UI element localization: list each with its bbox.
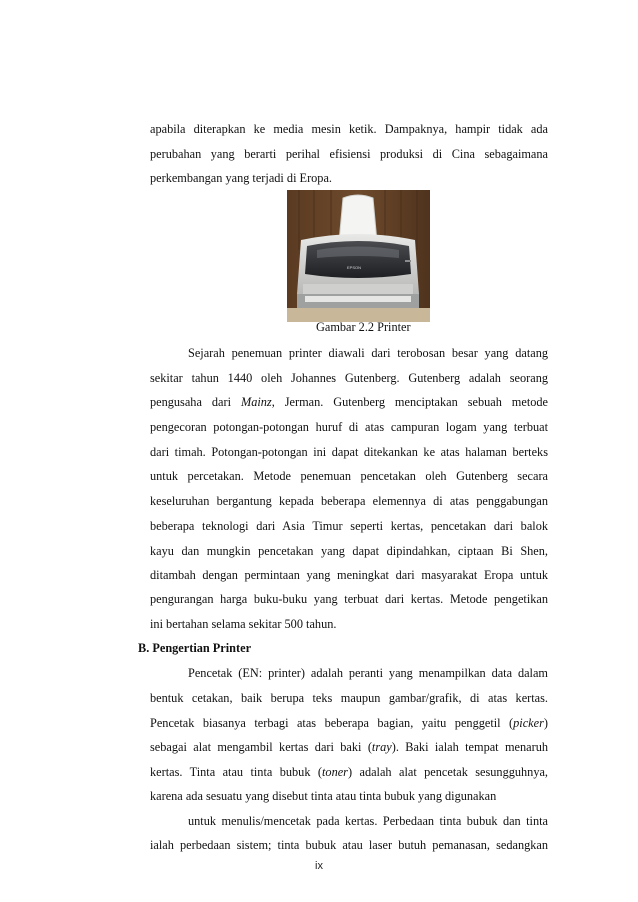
italic-term: tray — [371, 740, 392, 754]
text-segment: ) — [543, 716, 548, 730]
text-line — [150, 394, 548, 410]
text-line: ini bertahan selama sekitar 500 tahun. — [150, 617, 337, 631]
text-segment: sebagai alat mengambil kertas dari baki ( — [150, 740, 372, 754]
text-line: keseluruhan bergantung kepada beberapa elemennya di atas penggabungan — [150, 494, 548, 508]
italic-term: toner — [322, 765, 348, 779]
text-segment: kertas. Tinta atau tinta bubuk ( — [150, 765, 322, 779]
text-segment: ) adalah alat pencetak sesungguhnya, — [347, 765, 549, 779]
text-line: bentuk cetakan, baik berupa teks maupun gambar/grafik, di atas kertas. — [150, 691, 548, 705]
text-segment: ). Baki ialah tempat menaruh — [391, 740, 548, 754]
text-line — [150, 764, 548, 780]
text-line: Sejarah penemuan printer diawali dari terobosan besar yang datang — [188, 346, 548, 360]
text-line: untuk menulis/mencetak pada kertas. Perbedaan tinta bubuk dan tinta — [188, 814, 548, 828]
text-line: karena ada sesuatu yang disebut tinta atau tinta bubuk yang digunakan — [150, 789, 497, 803]
text-line: dari timah. Potongan-potongan ini dapat ditekankan ke atas halaman berteks — [150, 445, 548, 459]
page-number: ix — [315, 860, 323, 872]
text-line: perkembangan yang terjadi di Eropa. — [150, 171, 332, 185]
text-line: Pencetak (EN: printer) adalah peranti yang menampilkan data dalam — [188, 666, 548, 680]
text-line: perubahan yang berarti perihal efisiensi produksi di Cina sebagaimana — [150, 147, 548, 161]
text-line: beberapa teknologi dari Asia Timur seperti kertas, pencetakan dari balok — [150, 519, 548, 533]
text-line: ialah perbedaan sistem; tinta bubuk atau laser butuh pemanasan, sedangkan — [150, 838, 548, 852]
figure-caption: Gambar 2.2 Printer — [316, 320, 411, 334]
text-line — [150, 715, 548, 731]
italic-term: Mainz — [240, 395, 272, 409]
text-segment: Pencetak biasanya terbagi atas beberapa bagian, yaitu penggetil ( — [150, 716, 514, 730]
text-line: pengecoran potongan-potongan huruf di atas campuran logam yang terbuat — [150, 420, 548, 434]
text-line: untuk percetakan. Metode penemuan pencetakan oleh Gutenberg secara — [150, 469, 548, 483]
printer-brand-label: EPSON — [347, 265, 362, 270]
text-line: ditambah dengan permintaan yang meningkat dari masyarakat Eropa untuk — [150, 568, 548, 582]
section-heading: B. Pengertian Printer — [138, 641, 252, 655]
text-line — [150, 739, 548, 755]
text-line: sekitar tahun 1440 oleh Johannes Gutenberg. Gutenberg adalah seorang — [150, 371, 548, 385]
text-line: apabila diterapkan ke media mesin ketik. Dampaknya, hampir tidak ada — [150, 122, 548, 136]
text-line: kayu dan mungkin pencetakan yang dapat dipindahkan, ciptaan Bi Shen, — [150, 544, 548, 558]
text-segment: pengusaha dari — [150, 395, 241, 409]
printer-photo — [287, 190, 430, 322]
text-line: pengurangan harga buku-buku yang terbuat dari kertas. Metode pengetikan — [150, 592, 548, 606]
text-segment: , Jerman. Gutenberg menciptakan sebuah metode — [271, 395, 549, 409]
italic-term: picker — [513, 716, 544, 730]
